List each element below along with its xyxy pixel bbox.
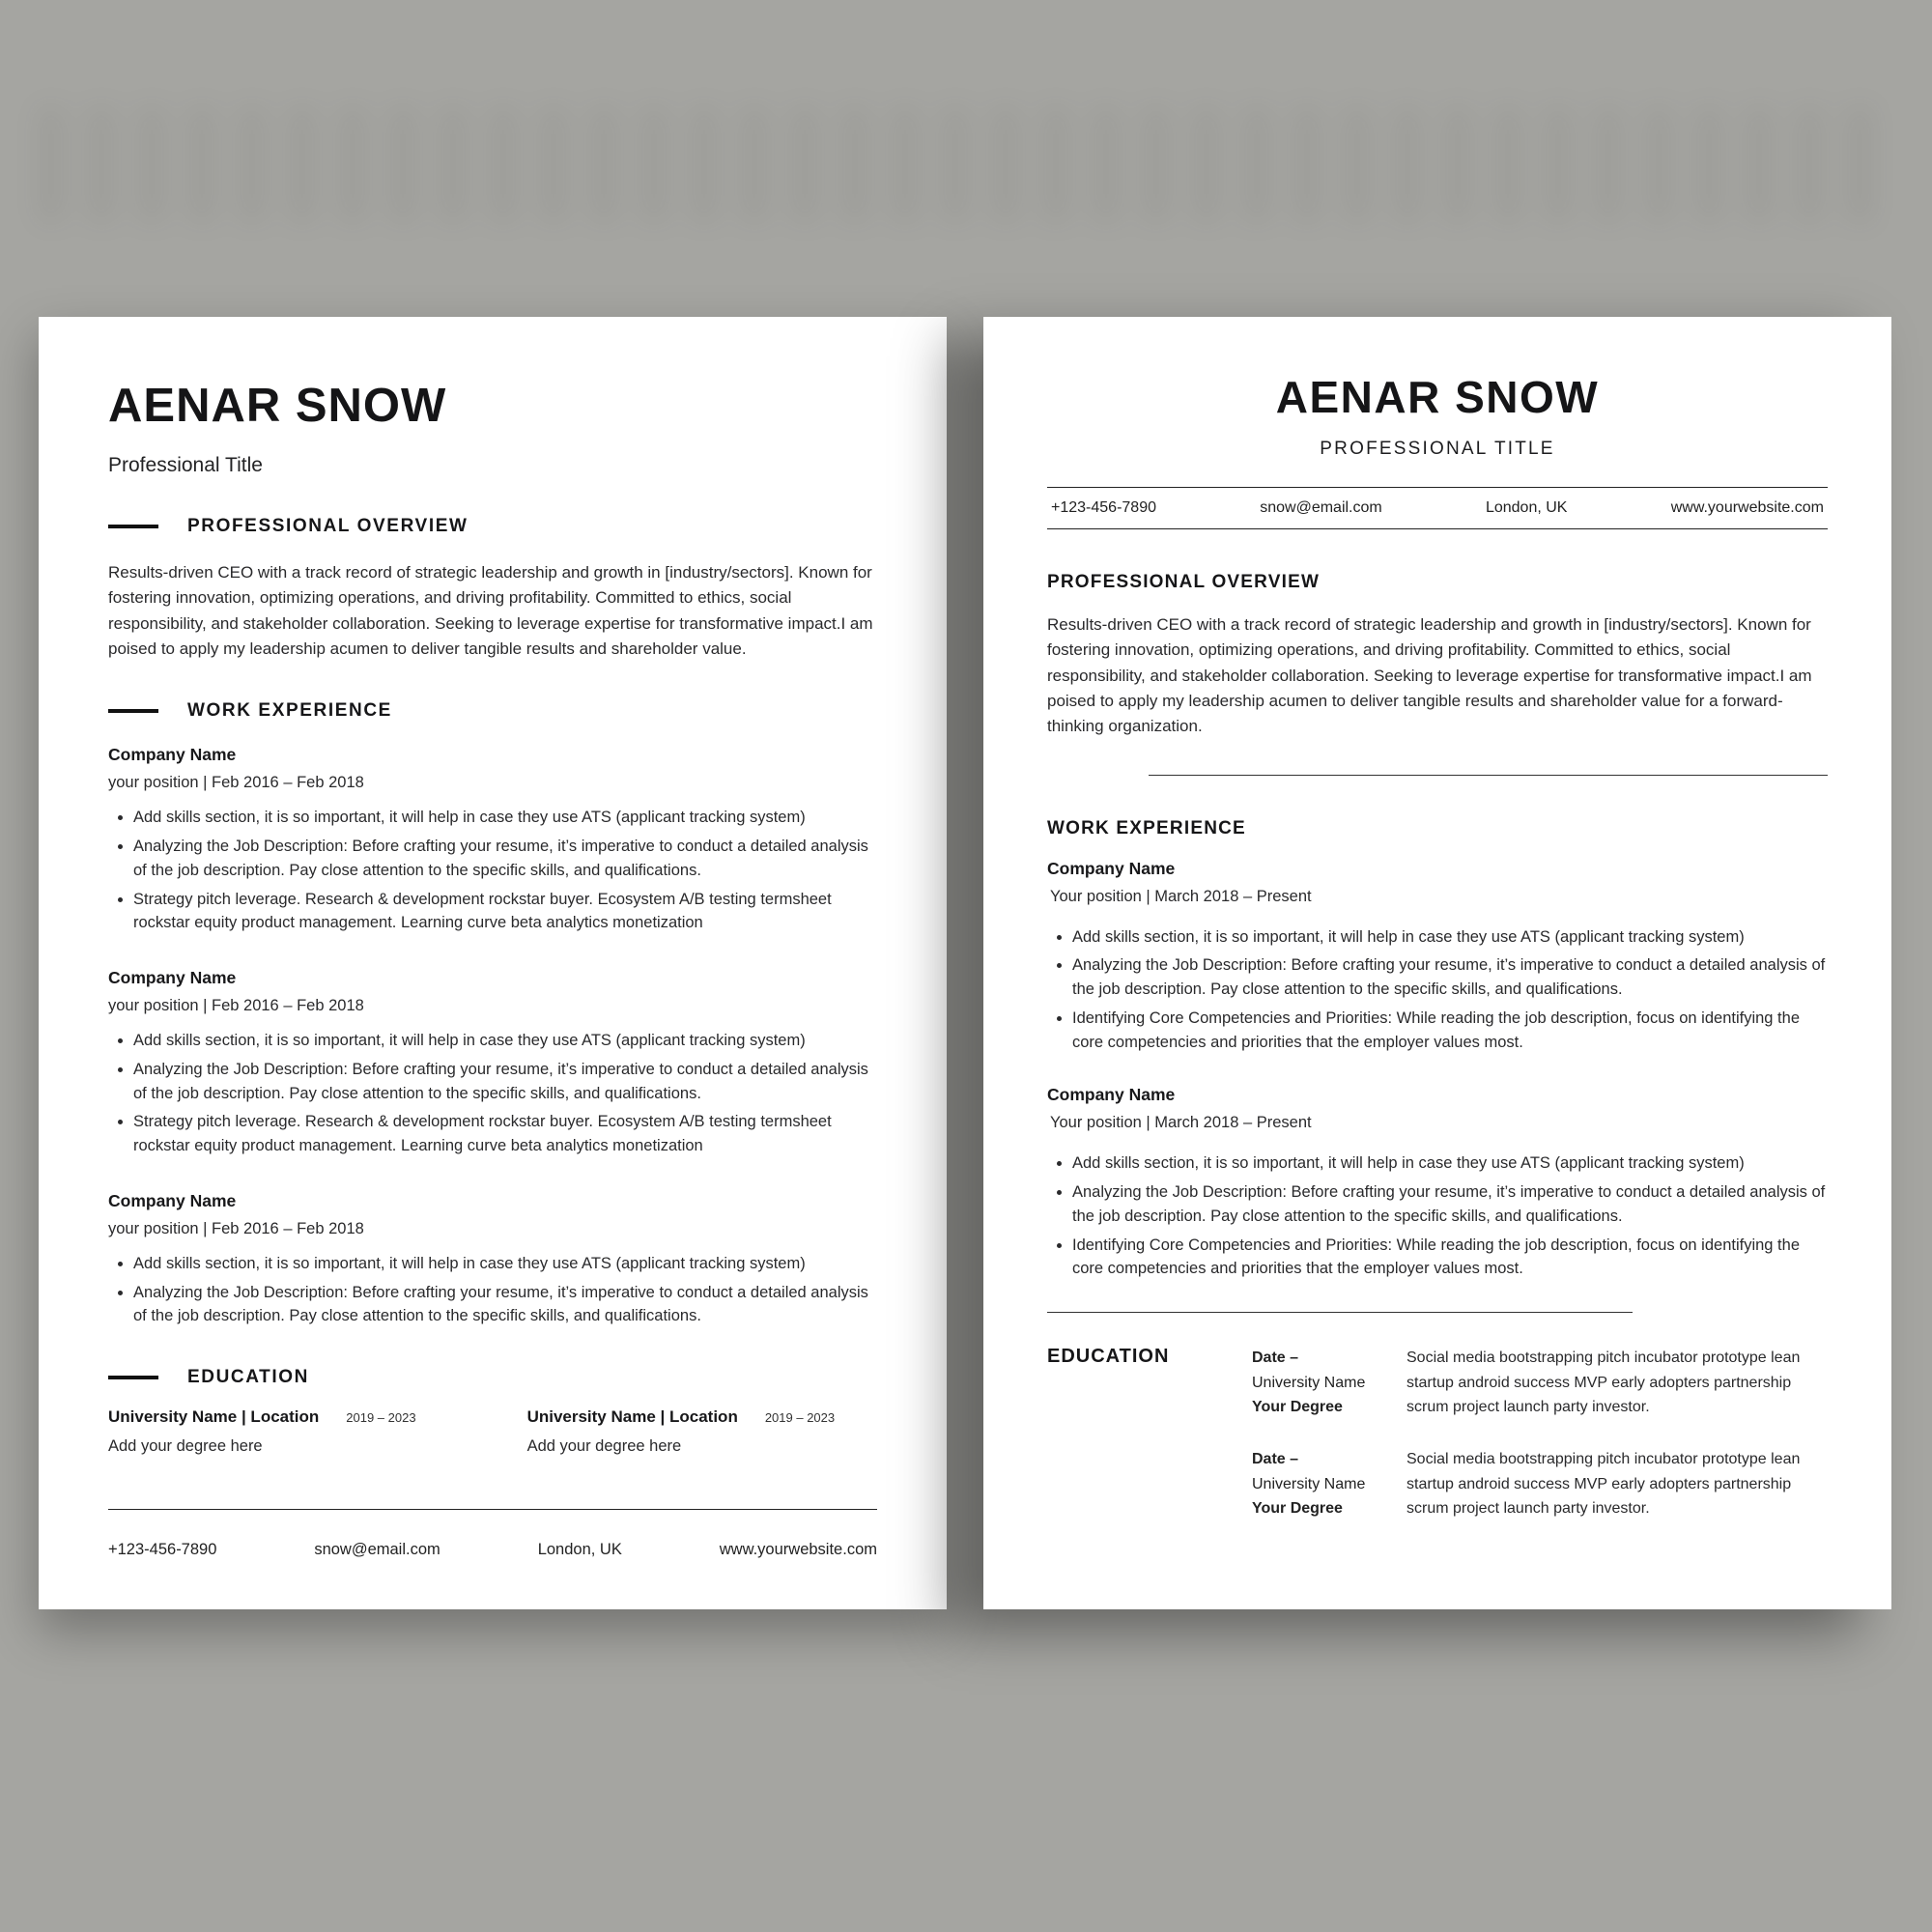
phone-number: +123-456-7890 [108, 1541, 217, 1558]
bullet-item: • Analyzing the Job Description: Before crafting your resume, it’s imperative to conduct a detailed analysis of the job description. Pay close attention to the specific skills, and qualifications. [133, 1058, 877, 1106]
degree-text: Your Degree [1252, 1399, 1343, 1416]
job-bullets [1047, 925, 1828, 1055]
section-label-overview: PROFESSIONAL OVERVIEW [1047, 572, 1321, 592]
section-label-education: EDUCATION [1047, 1346, 1170, 1368]
education-date: Date – [1252, 1451, 1299, 1467]
overview-paragraph: Results-driven CEO with a track record of strategic leadership and growth in [industry/sectors]. Known for fostering innovation, optimizing operations, and driving profitability. Committed to ethics, social responsibility, and stakeholder collaboration. Seeking to leverage expertise for transformative impact.I am poised to apply my leadership acumen to deliver tangible results and shareholder value for a forward-thinking organization. [1047, 615, 1812, 736]
resume-page-left [39, 317, 947, 1609]
education-entries [108, 1407, 877, 1456]
position-dates: your position | Feb 2016 – Feb 2018 [108, 1219, 364, 1237]
bullet-item: • Analyzing the Job Description: Before crafting your resume, it’s imperative to conduct a detailed analysis of the job description. Pay close attention to the specific skills, and qualifications. [1072, 953, 1828, 1002]
bullet-item: • Add skills section, it is so important, it will help in case they use ATS (applicant tracking system) [1072, 1151, 1828, 1176]
bullet-item: • Strategy pitch leverage. Research & development rockstar buyer. Ecosystem A/B testing termsheet rockstar equity product management. Learning curve beta analytics monetization [133, 1110, 877, 1158]
bullet-item: • Identifying Core Competencies and Priorities: While reading the job description, focus on identifying the core competencies and priorities that the employer values most. [1072, 1234, 1828, 1282]
website-url: www.yourwebsite.com [719, 1541, 877, 1558]
education-entry [1252, 1447, 1828, 1521]
job-bullets [108, 1029, 877, 1158]
education-description: Social media bootstrapping pitch incubator prototype lean startup android success MVP early adopters partnership scrum project launch party investor. [1406, 1451, 1801, 1518]
email-address: snow@email.com [1260, 499, 1382, 516]
education-entry [108, 1407, 416, 1456]
background-texture [39, 106, 1893, 222]
degree-text: Add your degree here [526, 1437, 682, 1456]
professional-title: PROFESSIONAL TITLE [1320, 439, 1555, 459]
website-url: www.yourwebsite.com [1670, 499, 1824, 516]
job-entry [108, 968, 877, 1158]
bullet-item: • Identifying Core Competencies and Priorities: While reading the job description, focus on identifying the core competencies and priorities that the employer values most. [1072, 1007, 1828, 1055]
education-entry-header [527, 1407, 836, 1427]
phone-number: +123-456-7890 [1051, 499, 1156, 516]
company-name: Company Name [1047, 858, 1176, 878]
location-text: London, UK [537, 1541, 622, 1558]
education-entry-meta [1252, 1447, 1406, 1521]
section-label-work: WORK EXPERIENCE [187, 700, 392, 722]
section-heading-overview [108, 516, 877, 537]
company-name: Company Name [108, 968, 237, 988]
education-years: 2019 – 2023 [764, 1410, 836, 1426]
divider [1047, 1312, 1633, 1313]
section-heading-work [108, 700, 877, 722]
position-dates: your position | Feb 2016 – Feb 2018 [108, 774, 364, 792]
bullet-item: • Add skills section, it is so important, it will help in case they use ATS (applicant tracking system) [133, 1252, 877, 1276]
education-description: Social media bootstrapping pitch incubator prototype lean startup android success MVP early adopters partnership scrum project launch party investor. [1406, 1350, 1801, 1416]
position-dates: your position | Feb 2016 – Feb 2018 [108, 997, 364, 1015]
company-name: Company Name [108, 1190, 237, 1210]
bullet-item: • Add skills section, it is so important, it will help in case they use ATS (applicant tracking system) [133, 1029, 877, 1053]
bullet-item: • Add skills section, it is so important, it will help in case they use ATS (applicant tracking system) [133, 806, 877, 830]
education-entry-meta [1252, 1346, 1406, 1420]
heading-dash [108, 1376, 158, 1379]
heading-dash [108, 709, 158, 713]
company-name: Company Name [1047, 1085, 1176, 1105]
education-years: 2019 – 2023 [346, 1410, 416, 1426]
company-name: Company Name [108, 745, 237, 765]
job-bullets [1047, 1151, 1828, 1281]
job-entry [1047, 859, 1828, 1055]
job-entry [108, 1191, 877, 1328]
contact-row [108, 1541, 877, 1559]
resume-page-right [983, 317, 1891, 1609]
contact-footer [108, 1509, 877, 1559]
university-name: University Name [1252, 1374, 1366, 1391]
name-heading: AENAR SNOW [108, 380, 447, 432]
education-entries [1252, 1346, 1828, 1521]
job-bullets [108, 1252, 877, 1328]
university-name: University Name | Location [108, 1407, 320, 1427]
degree-text: Your Degree [1252, 1500, 1343, 1518]
location-text: London, UK [1485, 499, 1568, 516]
bullet-item: • Analyzing the Job Description: Before crafting your resume, it’s imperative to conduct a detailed analysis of the job description. Pay close attention to the specific skills, and qualifications. [133, 1281, 877, 1329]
section-label-education: EDUCATION [187, 1367, 309, 1388]
university-name: University Name | Location [526, 1407, 738, 1427]
education-section [1047, 1346, 1828, 1521]
heading-dash [108, 525, 158, 528]
contact-bar [1047, 487, 1828, 529]
section-heading-education [108, 1367, 877, 1388]
divider [108, 1509, 877, 1510]
email-address: snow@email.com [314, 1541, 440, 1558]
divider [1149, 775, 1828, 776]
job-entry [1047, 1085, 1828, 1281]
section-label-overview: PROFESSIONAL OVERVIEW [187, 516, 469, 536]
education-date: Date – [1252, 1350, 1299, 1367]
bullet-item: • Analyzing the Job Description: Before crafting your resume, it’s imperative to conduct a detailed analysis of the job description. Pay close attention to the specific skills, and qualifications. [1072, 1180, 1828, 1229]
education-entry-header [108, 1407, 416, 1427]
university-name: University Name [1252, 1475, 1366, 1492]
education-entry [1252, 1346, 1828, 1420]
bullet-item: • Strategy pitch leverage. Research & development rockstar buyer. Ecosystem A/B testing termsheet rockstar equity product management. Learning curve beta analytics monetization [133, 888, 877, 936]
bullet-item: • Add skills section, it is so important, it will help in case they use ATS (applicant tracking system) [1072, 925, 1828, 950]
position-dates: Your position | March 2018 – Present [1050, 1114, 1312, 1132]
professional-title: Professional Title [108, 454, 263, 476]
degree-text: Add your degree here [108, 1437, 263, 1456]
bullet-item: • Analyzing the Job Description: Before crafting your resume, it’s imperative to conduct a detailed analysis of the job description. Pay close attention to the specific skills, and qualifications. [133, 835, 877, 883]
education-entry [527, 1407, 836, 1456]
position-dates: Your position | March 2018 – Present [1050, 887, 1312, 905]
job-entry [108, 745, 877, 935]
section-label-work: WORK EXPERIENCE [1047, 817, 1246, 838]
job-bullets [108, 806, 877, 935]
name-heading: AENAR SNOW [1275, 372, 1600, 422]
overview-paragraph: Results-driven CEO with a track record of strategic leadership and growth in [industry/sectors]. Known for fostering innovation, optimizing operations, and driving profitability. Committed to ethics, social responsibility, and stakeholder collaboration. Seeking to leverage expertise for transformative impact.I am poised to apply my leadership acumen to deliver tangible results and shareholder value. [108, 563, 873, 659]
